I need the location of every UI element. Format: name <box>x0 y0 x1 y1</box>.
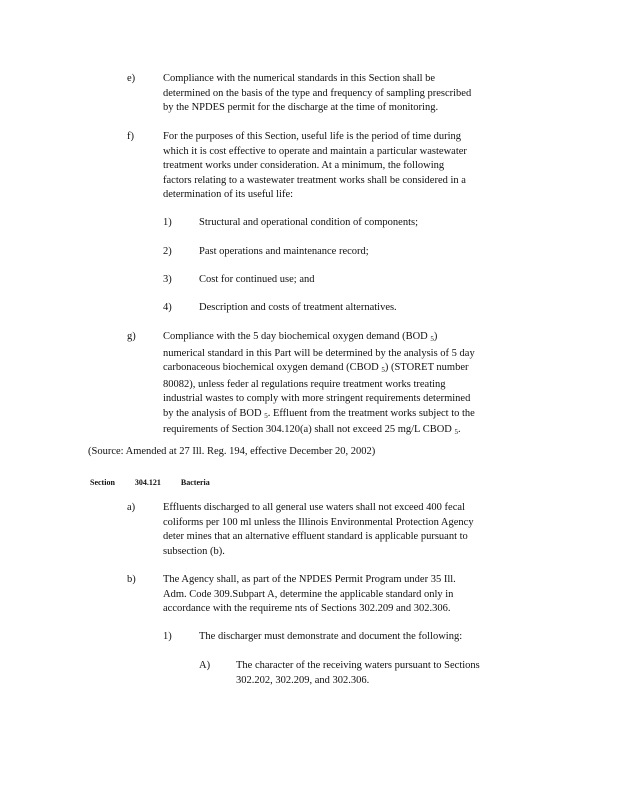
item-f-sub-2-label: 2) <box>163 246 172 257</box>
item-f-line-2: which it is cost effective to operate and maintain a particular wastewater <box>163 145 467 157</box>
item-f-line-5: determination of its useful life: <box>163 189 294 200</box>
item-b-line-1: The Agency shall, as part of the NPDES Permit Program under 35 Ill. <box>163 574 456 585</box>
item-e-line-3: by the NPDES permit for the discharge at the time of monitoring. <box>163 102 439 113</box>
item-b-sub-a-line-2: 302.202, 302.209, and 302.306. <box>236 674 370 686</box>
bod5-subscript: 5 <box>430 335 434 343</box>
item-g-line-7 <box>163 423 475 440</box>
item-g-line-3-text: carbonaceous biochemical oxygen demand (CBOD <box>163 362 382 373</box>
item-e-line-1: Compliance with the numerical standards in this Section shall be <box>163 73 436 84</box>
section-label: Section <box>90 478 115 487</box>
item-b-line-2: Adm. Code 309.Subpart A, determine the applicable standard only in <box>163 588 454 600</box>
item-e-label: e) <box>127 73 136 84</box>
item-b <box>127 573 522 617</box>
item-f-sub-4-label: 4) <box>163 302 172 313</box>
item-g <box>127 330 522 434</box>
item-f-sub-3-label: 3) <box>163 274 172 285</box>
item-f-sub-2 <box>163 245 369 260</box>
section-heading <box>90 476 228 491</box>
item-a <box>127 501 522 559</box>
item-b-label: b) <box>127 574 136 585</box>
item-e <box>127 72 522 116</box>
item-a-text <box>163 501 474 559</box>
item-g-line-6-text: by the analysis of BOD <box>163 407 265 419</box>
cbod5-subscript-2: 5 <box>454 428 459 436</box>
item-e-line-2: determined on the basis of the type and frequency of sampling prescribed <box>163 87 472 99</box>
item-f-sub-4-text: Description and costs of treatment alternatives. <box>199 302 397 313</box>
item-f-sub-3 <box>163 273 315 288</box>
item-f-sub-1-text: Structural and operational condition of components; <box>199 217 418 228</box>
item-g-line-7-text: requirements of Section 304.120(a) shall not exceed 25 mg/L CBOD <box>163 424 455 435</box>
item-f-line-1: For the purposes of this Section, useful life is the period of time during <box>163 131 462 142</box>
item-g-line-3-end: ) (STORET number <box>384 362 469 373</box>
item-a-label: a) <box>127 502 136 513</box>
item-g-line-5: industrial wastes to comply with more stringent requirements determined <box>163 393 471 404</box>
item-f-sub-1-label: 1) <box>163 217 172 228</box>
section-title: Bacteria <box>180 478 210 487</box>
item-a-line-3: deter mines that an alternative effluent standard is applicable pursuant to <box>163 531 468 542</box>
item-g-line-6-end: . Effluent from the treatment works subject to the <box>267 407 475 419</box>
item-g-line-6 <box>163 407 475 424</box>
bod5-subscript-2: 5 <box>264 411 268 420</box>
item-f-label: f) <box>127 131 134 142</box>
item-g-line-1-end: ) <box>433 331 438 342</box>
item-g-text <box>163 330 475 440</box>
item-f-sub-4 <box>163 301 397 316</box>
item-a-line-2: coliforms per 100 ml unless the Illinois Environmental Protection Agency <box>163 516 474 528</box>
item-a-line-1: Effluents discharged to all general use waters shall not exceed 400 fecal <box>163 502 465 513</box>
item-g-line-7-end: . <box>458 424 461 435</box>
item-b-sub-1-label: 1) <box>163 631 172 642</box>
item-b-sub-a-text <box>236 659 480 688</box>
item-g-line-1-text: Compliance with the 5 day biochemical oxygen demand (BOD <box>163 331 431 342</box>
source-note: (Source: Amended at 27 Ill. Reg. 194, effective December 20, 2002) <box>88 446 376 457</box>
item-b-text <box>163 573 456 617</box>
item-g-line-1 <box>163 330 475 347</box>
item-g-line-3 <box>163 361 475 378</box>
item-b-sub-1 <box>163 630 463 645</box>
item-b-sub-a <box>199 659 480 686</box>
item-a-line-4: subsection (b). <box>163 545 225 557</box>
item-f-line-4: factors relating to a wastewater treatment works shall be considered in a <box>163 174 466 186</box>
item-b-line-3: accordance with the requireme nts of Sections 302.209 and 302.306. <box>163 603 451 614</box>
item-g-line-4: 80082), unless feder al regulations require treatment works treating <box>163 378 446 390</box>
item-f-sub-2-text: Past operations and maintenance record; <box>199 246 369 257</box>
cbod5-subscript: 5 <box>381 366 385 374</box>
section-number: 304.121 <box>134 478 161 487</box>
item-f-text <box>163 130 467 203</box>
item-g-line-2: numerical standard in this Part will be determined by the analysis of 5 day <box>163 347 475 359</box>
item-f-line-3: treatment works under consideration. At a minimum, the following <box>163 160 445 171</box>
item-b-sub-1-text: The discharger must demonstrate and document the following: <box>199 631 463 642</box>
item-g-label: g) <box>127 331 136 342</box>
item-e-text <box>163 72 471 116</box>
item-f-sub-1 <box>163 216 418 231</box>
item-b-sub-a-line-1: The character of the receiving waters pursuant to Sections <box>236 660 480 671</box>
item-b-sub-a-label: A) <box>199 660 211 671</box>
item-f-sub-3-text: Cost for continued use; and <box>199 274 315 285</box>
